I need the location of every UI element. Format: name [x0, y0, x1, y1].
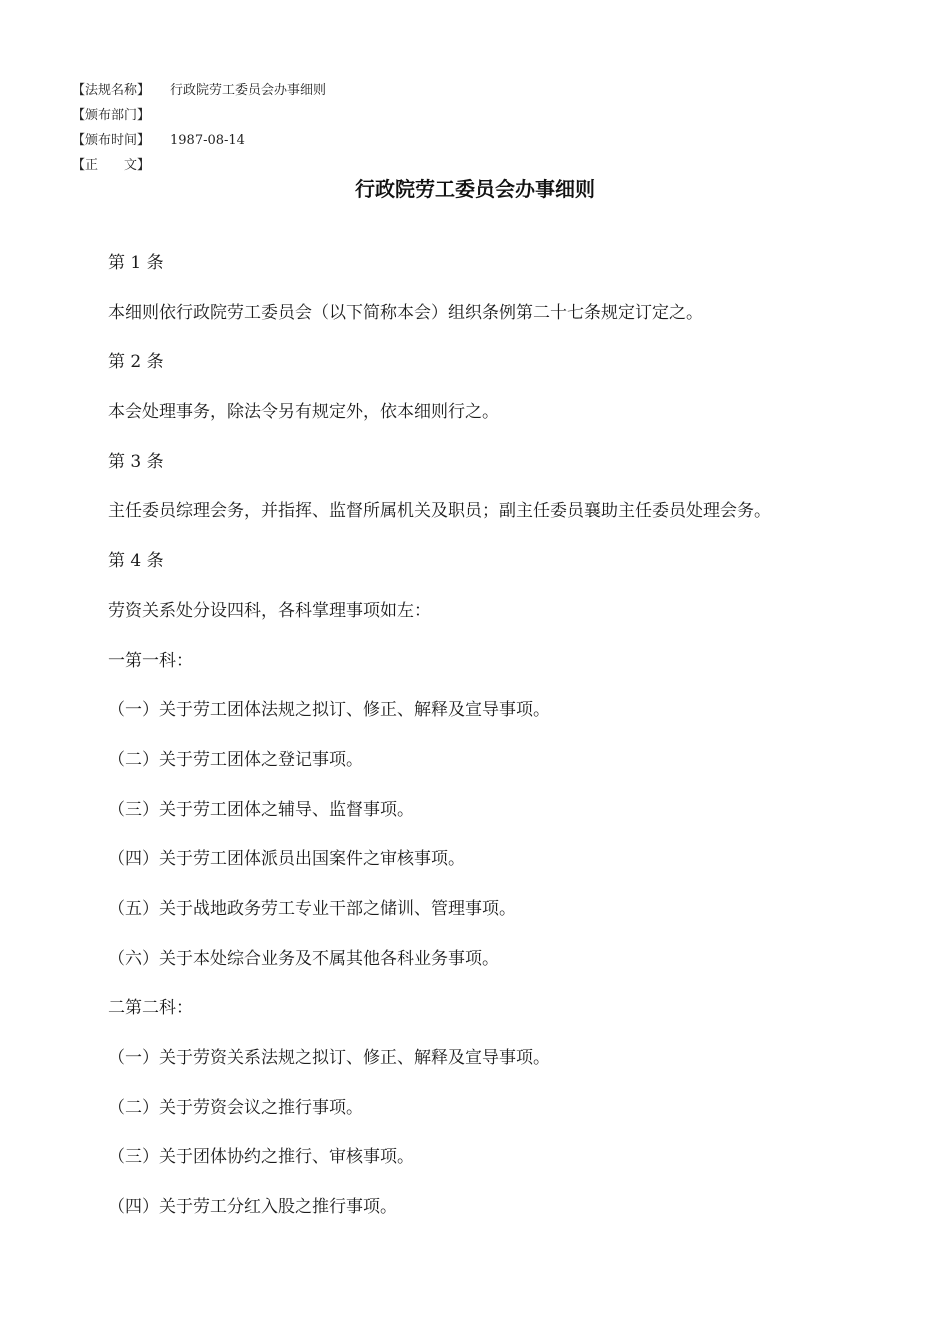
list-item: （四）关于劳工分红入股之推行事项。 [108, 1197, 397, 1218]
document-title: 行政院劳工委员会办事细则 [355, 177, 595, 201]
section-heading: 一第一科： [108, 650, 193, 671]
meta-value: 1987-08-14 [170, 133, 245, 148]
list-item: （六）关于本处综合业务及不属其他各科业务事项。 [108, 948, 499, 969]
document-metadata [72, 78, 326, 178]
article-heading: 第 4 条 [108, 551, 164, 572]
meta-value: 行政院劳工委员会办事细则 [170, 83, 327, 98]
list-item: （五）关于战地政务劳工专业干部之储训、管理事项。 [108, 898, 516, 919]
meta-label: 【正 文】 [72, 158, 151, 173]
article-text: 本细则依行政院劳工委员会（以下简称本会）组织条例第二十七条规定订定之。 [108, 302, 703, 323]
meta-label: 【颁布部门】 [72, 108, 151, 123]
list-item: （二）关于劳工团体之登记事项。 [108, 749, 363, 770]
meta-row-issue-date [72, 128, 326, 153]
list-item: （三）关于劳工团体之辅导、监督事项。 [108, 799, 414, 820]
list-item: （一）关于劳工团体法规之拟订、修正、解释及宣导事项。 [108, 700, 550, 721]
meta-label: 【颁布时间】 [72, 133, 151, 148]
article-text: 劳资关系处分设四科，各科掌理事项如左： [108, 600, 431, 621]
document-body [108, 248, 908, 1242]
meta-row-issuing-department [72, 103, 326, 128]
article-heading: 第 3 条 [108, 451, 164, 472]
list-item: （一）关于劳资关系法规之拟订、修正、解释及宣导事项。 [108, 1048, 550, 1068]
article-heading: 第 1 条 [108, 253, 164, 273]
meta-row-law-name [72, 78, 326, 103]
article-text: 本会处理事务，除法令另有规定外，依本细则行之。 [108, 402, 499, 423]
article-heading: 第 2 条 [108, 352, 164, 373]
list-item: （三）关于团体协约之推行、审核事项。 [108, 1147, 414, 1168]
list-item: （四）关于劳工团体派员出国案件之审核事项。 [108, 849, 465, 870]
article-text: 主任委员综理会务，并指挥、监督所属机关及职员；副主任委员襄助主任委员处理会务。 [108, 501, 771, 522]
meta-label: 【法规名称】 [72, 83, 151, 98]
section-heading: 二第二科： [108, 998, 193, 1019]
list-item: （二）关于劳资会议之推行事项。 [108, 1097, 363, 1118]
